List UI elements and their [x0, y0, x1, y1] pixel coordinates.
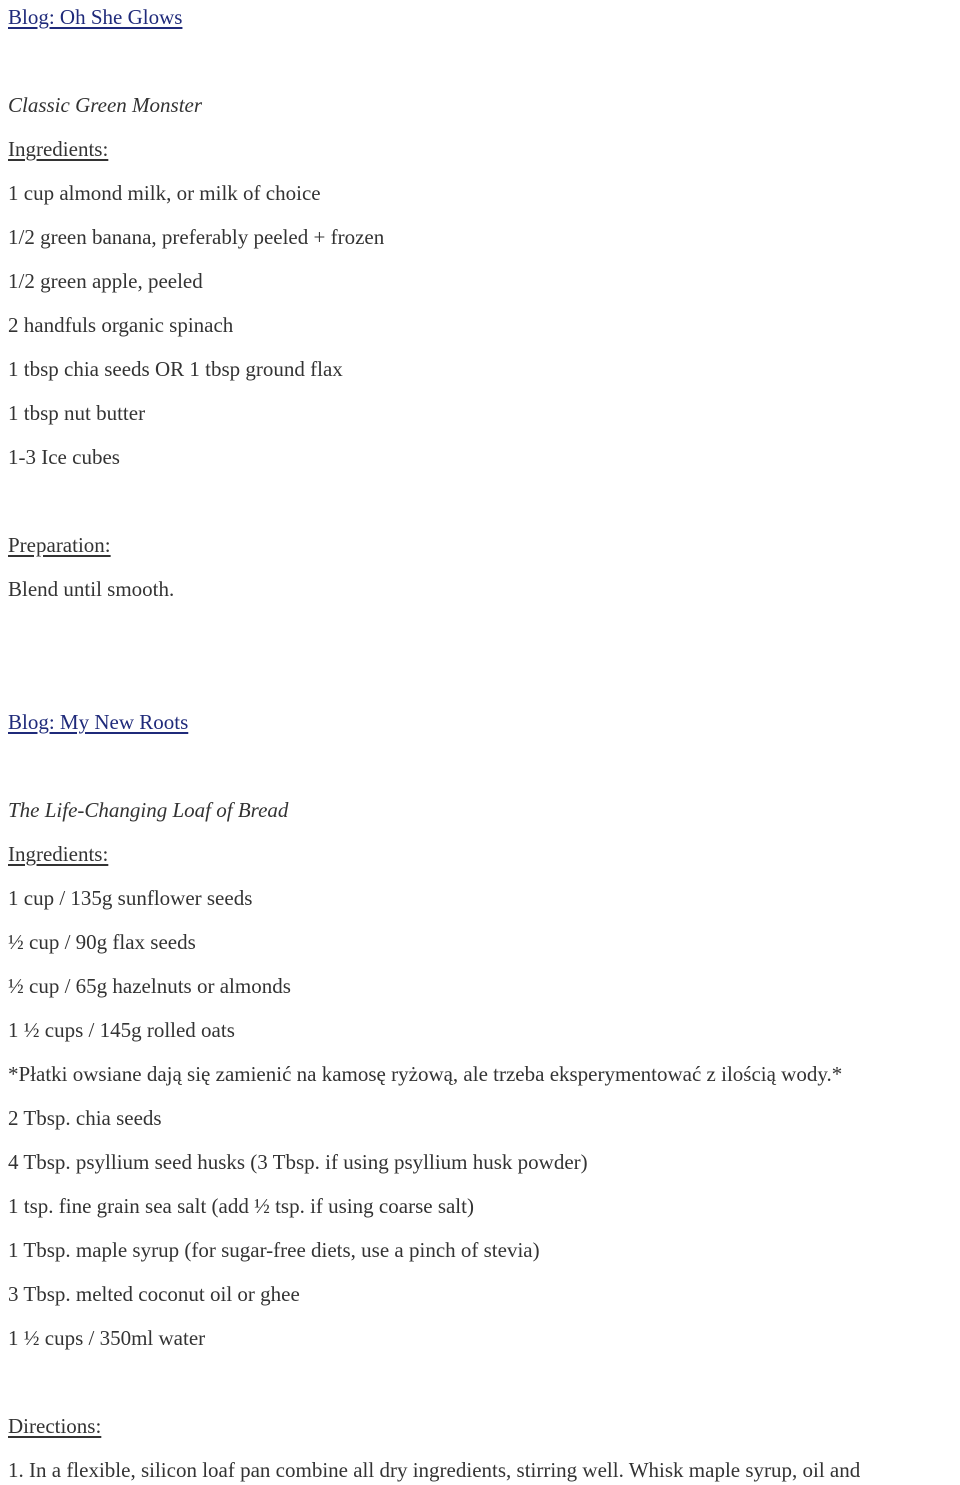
ingredient-item: 1-3 Ice cubes — [8, 445, 120, 469]
ingredient-item: 3 Tbsp. melted coconut oil or ghee — [8, 1282, 300, 1306]
recipe-title-green-monster: Classic Green Monster — [8, 93, 203, 117]
preparation-heading: Preparation: — [8, 533, 111, 557]
ingredient-item: 1/2 green apple, peeled — [8, 269, 203, 293]
blog-link-oh-she-glows[interactable]: Blog: Oh She Glows — [8, 5, 183, 29]
ingredients-heading: Ingredients: — [8, 842, 109, 866]
recipe-title-loaf-of-bread: The Life-Changing Loaf of Bread — [8, 798, 289, 822]
ingredient-item: 1 Tbsp. maple syrup (for sugar-free diets, use a pinch of stevia) — [8, 1238, 540, 1262]
ingredient-item: 1 tsp. fine grain sea salt (add ½ tsp. if using coarse salt) — [8, 1194, 474, 1218]
ingredient-item: 1/2 green banana, preferably peeled + frozen — [8, 225, 385, 249]
ingredient-note: *Płatki owsiane dają się zamienić na kamosę ryżową, ale trzeba eksperymentować z ilością wody.* — [8, 1062, 843, 1086]
preparation-text: Blend until smooth. — [8, 577, 175, 601]
ingredients-heading: Ingredients: — [8, 137, 109, 161]
ingredient-item: 2 Tbsp. chia seeds — [8, 1106, 162, 1130]
ingredient-item: ½ cup / 65g hazelnuts or almonds — [8, 974, 291, 998]
ingredient-item: 1 tbsp chia seeds OR 1 tbsp ground flax — [8, 357, 343, 381]
ingredient-item: 2 handfuls organic spinach — [8, 313, 234, 337]
ingredient-item: 1 cup / 135g sunflower seeds — [8, 886, 253, 910]
ingredient-item: ½ cup / 90g flax seeds — [8, 930, 196, 954]
directions-heading: Directions: — [8, 1414, 102, 1438]
direction-step: 1. In a flexible, silicon loaf pan combine all dry ingredients, stirring well. Whisk maple syrup, oil and — [8, 1458, 861, 1482]
ingredient-item: 4 Tbsp. psyllium seed husks (3 Tbsp. if using psyllium husk powder) — [8, 1150, 588, 1174]
ingredient-item: 1 ½ cups / 350ml water — [8, 1326, 206, 1350]
ingredient-item: 1 tbsp nut butter — [8, 401, 146, 425]
blog-link-my-new-roots[interactable]: Blog: My New Roots — [8, 710, 189, 734]
ingredient-item: 1 ½ cups / 145g rolled oats — [8, 1018, 235, 1042]
ingredient-item: 1 cup almond milk, or milk of choice — [8, 181, 321, 205]
